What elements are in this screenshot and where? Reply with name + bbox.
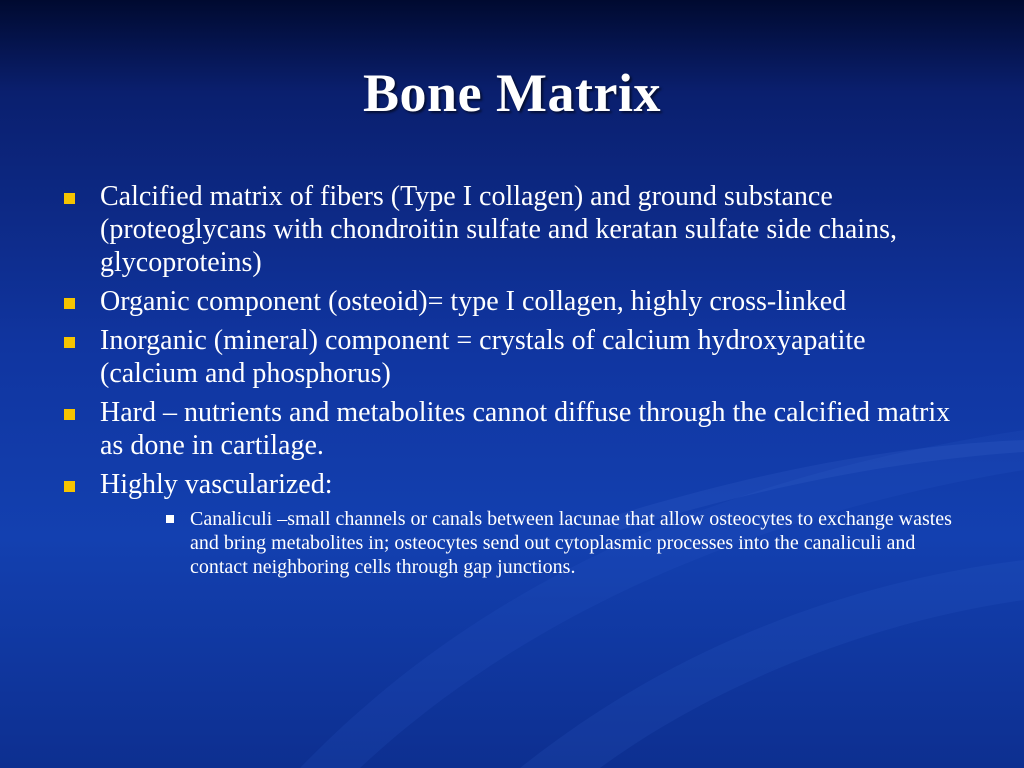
bullet-item — [60, 285, 960, 318]
bullet-text: Highly vascularized: — [100, 469, 333, 500]
bullet-item — [60, 396, 960, 462]
bullet-text: Organic component (osteoid)= type I collagen, highly cross-linked — [100, 286, 847, 317]
square-bullet-icon — [64, 409, 75, 420]
square-bullet-icon — [64, 298, 75, 309]
bullet-text: Hard – nutrients and metabolites cannot diffuse through the calcified matrix as done in cartilage. — [100, 397, 951, 461]
square-sub-bullet-icon — [166, 515, 174, 523]
bullet-text: Inorganic (mineral) component = crystals of calcium hydroxyapatite (calcium and phosphorus) — [100, 325, 866, 389]
square-bullet-icon — [64, 481, 75, 492]
sub-bullet-text: Canaliculi –small channels or canals between lacunae that allow osteocytes to exchange wastes and bring metabolites in; osteocytes send out cytoplasmic processes into the canaliculi and contact neighboring cells through gap junctions. — [190, 508, 952, 578]
bullet-list — [60, 180, 960, 579]
bullet-item — [60, 180, 960, 279]
square-bullet-icon — [64, 193, 75, 204]
sub-bullet-item — [60, 507, 960, 579]
bullet-text: Calcified matrix of fibers (Type I collagen) and ground substance (proteoglycans with chondroitin sulfate and keratan sulfate side chains, glycoproteins) — [100, 181, 897, 278]
slide-title: Bone Matrix — [363, 63, 661, 123]
square-bullet-icon — [64, 337, 75, 348]
bullet-item — [60, 468, 960, 501]
bullet-item — [60, 324, 960, 390]
